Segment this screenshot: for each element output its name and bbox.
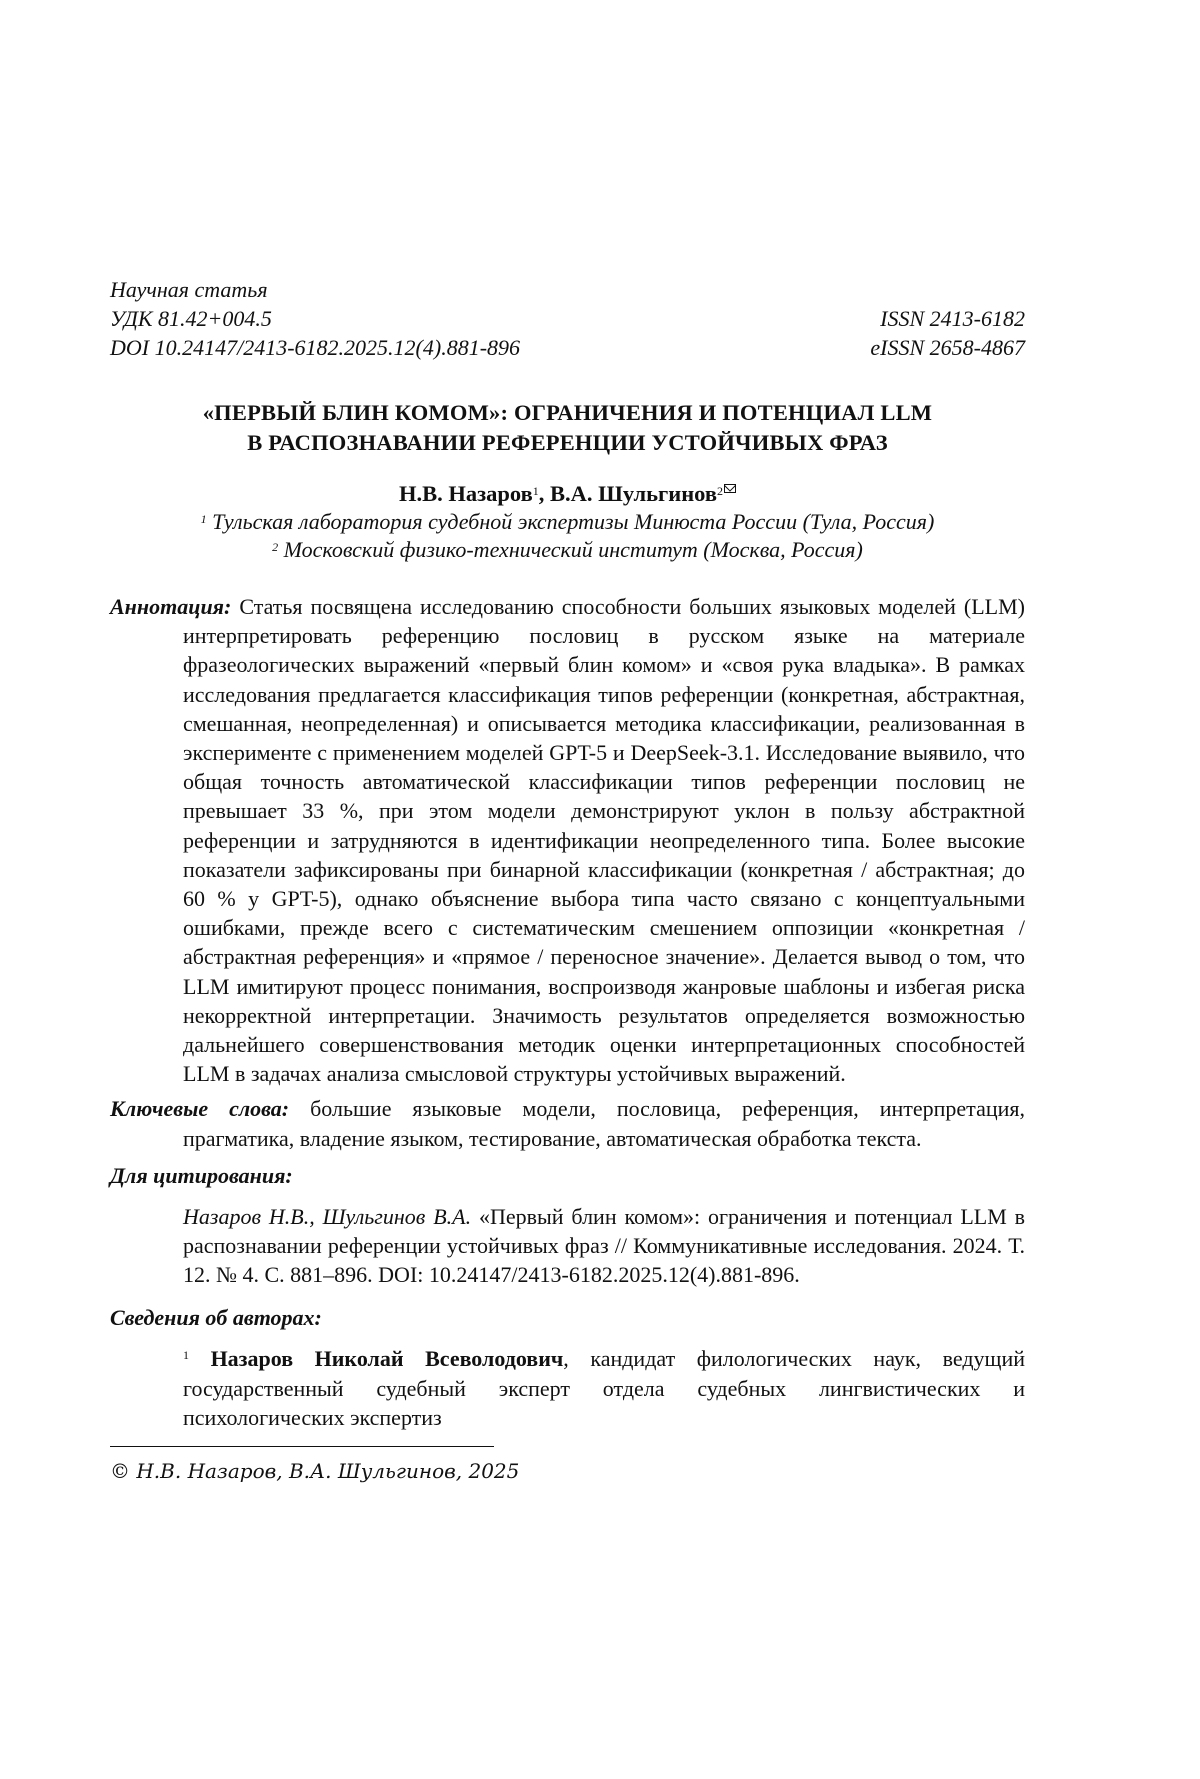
doi-row [110, 333, 1025, 362]
doi: DOI 10.24147/2413-6182.2025.12(4).881-896 [110, 335, 521, 360]
abstract-text: Статья посвящена исследованию способности больших языковых моделей (LLM) интерпретировать референцию пословиц в русском языке на материале фразеологических выражений «первый блин комом» и «своя рука владыка». В рамках исследования предлагается классификация типов референции (конкретная, абстрактная, смешанная, неопределенная) и описывается методика классификации, реализованная в эксперименте с применением моделей GPT-5 и DeepSeek-3.1. Исследование выявило, что общая точность автоматической классификации типов референции пословиц не превышает 33 %, при этом модели демонстрируют уклон в пользу абстрактной референции и затрудняются в идентификации неопределенного типа. Более высокие показатели зафиксированы при бинарной классификации (конкретная / абстрактная; до 60 % у GPT-5), однако объяснение выбора типа часто связано с концептуальными ошибками, прежде всего с систематическим смешением оппозиции «конкретная / абстрактная референция» и «прямое / переносное значение». Делается вывод о том, что LLM имитируют процесс понимания, воспроизводя жанровые шаблоны и избегая риска некорректной интерпретации. Значимость результатов определяется возможностью дальнейшего совершенствования методик оценки интерпретационных способностей LLM в задачах анализа смысловой структуры устойчивых выражений. [183, 594, 1025, 1087]
article-type: Научная статья [110, 277, 268, 302]
citation-authors: Назаров Н.В., Шульгинов В.А. [183, 1203, 472, 1229]
envelope-icon [724, 484, 736, 493]
affiliation-2-text: Московский физико-технический институт (Москва, Россия) [283, 537, 863, 562]
about-authors-heading: Сведения об авторах: [110, 1305, 322, 1331]
affiliation-1 [110, 508, 1025, 536]
author-info-name: Назаров Николай Всеволодович [210, 1346, 564, 1372]
keywords-label: Ключевые слова: [110, 1096, 290, 1122]
author-info [110, 1344, 1025, 1432]
author-list [110, 480, 1025, 508]
keywords-text: большие языковые модели, пословица, референция, интерпретация, прагматика, владение языком, тестирование, автоматическая обработка текста. [183, 1096, 1025, 1151]
title-line-2: В РАСПОЗНАВАНИИ РЕФЕРЕНЦИИ УСТОЙЧИВЫХ ФРАЗ [247, 430, 888, 455]
copyright-notice: © Н.В. Назаров, В.А. Шульгинов, 2025 [110, 1459, 520, 1484]
author-separator: , [538, 481, 550, 506]
keywords [110, 1094, 1025, 1152]
udk-code: УДК 81.42+004.5 [110, 306, 272, 331]
article-type-row [110, 275, 1025, 304]
author-2-name: В.А. Шульгинов [549, 481, 718, 506]
citation-heading: Для цитирования: [110, 1162, 293, 1188]
author-info-mark: 1 [183, 1348, 189, 1363]
affiliation-1-mark: 1 [200, 512, 207, 526]
eissn: eISSN 2658-4867 [870, 335, 1025, 360]
issn: ISSN 2413-6182 [880, 306, 1025, 331]
author-2-affiliation-mark: 2 [717, 484, 724, 498]
author-info-text: , кандидат филологических наук, ведущий государственный судебный эксперт отдела судебных лингвистических и психологических экспертиз [183, 1346, 1026, 1430]
affiliation-1-text: Тульская лаборатория судебной экспертизы Минюста России (Тула, Россия) [212, 509, 935, 534]
author-1-name: Н.В. Назаров [398, 481, 533, 506]
title-line-1: «ПЕРВЫЙ БЛИН КОМОМ»: ОГРАНИЧЕНИЯ И ПОТЕНЦИАЛ LLM [202, 400, 933, 425]
article-title [110, 398, 1025, 458]
article-header [110, 275, 1025, 362]
footnote-divider [110, 1446, 494, 1447]
author-1-affiliation-mark: 1 [532, 484, 539, 498]
citation-text-block [110, 1202, 1025, 1290]
citation-text: «Первый блин комом»: ограничения и потенциал LLM в распознавании референции устойчивых фраз // Коммуникативные исследования. 2024. Т. 12. № 4. С. 881–896. DOI: 10.24147/2413-6182.2025.12(4).881-896. [183, 1203, 1026, 1288]
affiliation-2 [110, 536, 1025, 564]
abstract [110, 592, 1025, 1088]
article-page [110, 275, 1025, 1485]
udk-row [110, 304, 1025, 333]
abstract-label: Аннотация: [110, 594, 232, 619]
affiliation-2-mark: 2 [272, 540, 279, 554]
